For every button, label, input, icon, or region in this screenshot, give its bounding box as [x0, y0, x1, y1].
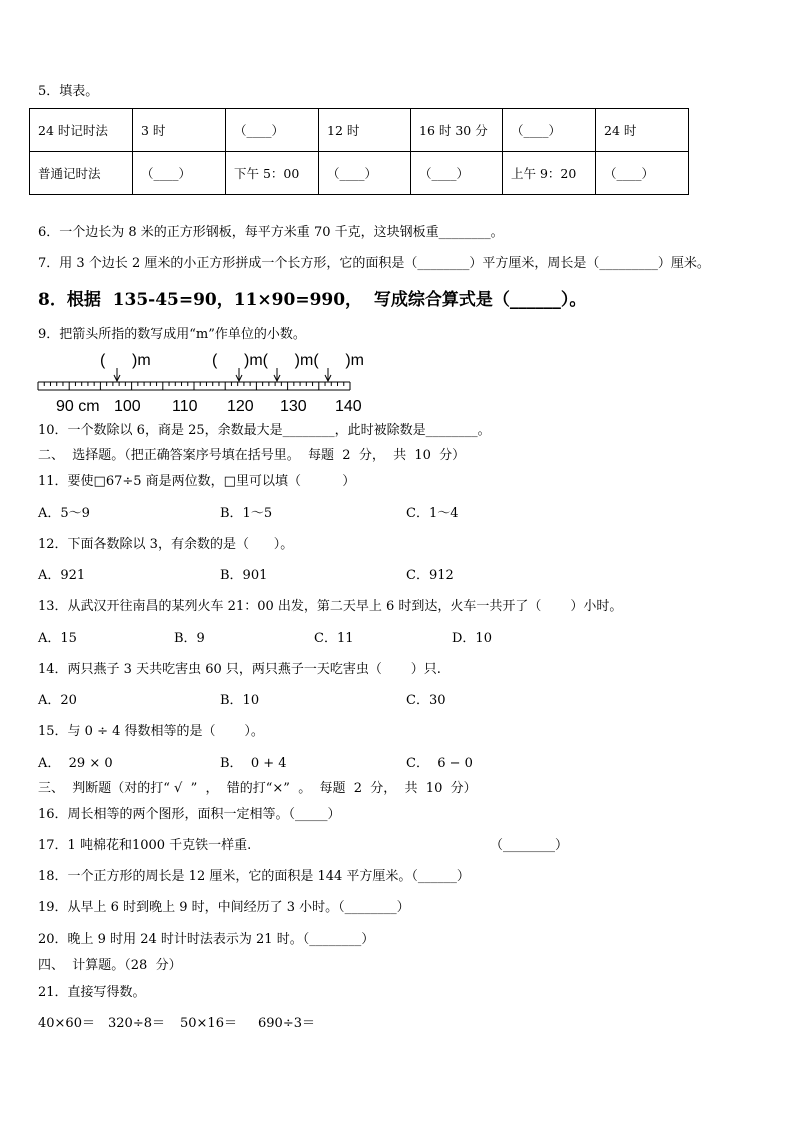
option-a[interactable]: A．5～9	[38, 506, 90, 521]
table-cell: 24 时	[596, 109, 689, 152]
option-b[interactable]: B．10	[220, 693, 260, 708]
table-cell: 上午 9：20	[503, 152, 596, 195]
ruler-label: 110	[172, 398, 198, 415]
option-a[interactable]: A．20	[38, 693, 77, 708]
section-2-heading: 二、 选择题。（把正确答案序号填在括号里。 每题 2 分， 共 10 分）	[38, 448, 466, 463]
section-3-heading: 三、 判断题（对的打“ √ ” ， 错的打“×” 。 每题 2 分， 共 10 分）	[38, 781, 477, 796]
table-cell[interactable]: （____）	[596, 152, 689, 195]
question-9: 9．把箭头所指的数写成用“m”作单位的小数。	[38, 327, 306, 342]
table-cell: 24 时记时法	[30, 109, 133, 152]
calc-item: 50×16＝	[180, 1016, 237, 1031]
table-cell: 3 时	[133, 109, 226, 152]
table-row	[30, 109, 689, 152]
calc-item: 320÷8＝	[108, 1016, 165, 1031]
question-15: 15．与 0 ÷ 4 得数相等的是（ ）。	[38, 724, 264, 739]
question-18: 18．一个正方形的周长是 12 厘米，它的面积是 144 平方厘米。（______）	[38, 869, 470, 884]
table-cell: 下午 5：00	[226, 152, 319, 195]
time-table	[29, 108, 689, 195]
ruler-label: 130	[280, 398, 307, 415]
question-17: 17．1 吨棉花和1000 千克铁一样重.	[38, 838, 252, 853]
table-cell[interactable]: （____）	[319, 152, 411, 195]
table-cell: 普通记时法	[30, 152, 133, 195]
question-12: 12．下面各数除以 3，有余数的是（ ）。	[38, 537, 294, 552]
table-cell[interactable]: （____）	[226, 109, 319, 152]
option-b[interactable]: B．9	[174, 631, 205, 646]
question-14: 14．两只燕子 3 天共吃害虫 60 只，两只燕子一天吃害虫（ ）只.	[38, 662, 441, 677]
question-16: 16．周长相等的两个图形，面积一定相等。（_____）	[38, 807, 341, 822]
option-a[interactable]: A．15	[38, 631, 77, 646]
option-c[interactable]: C．11	[314, 631, 354, 646]
question-21: 21．直接写得数。	[38, 985, 146, 1000]
question-19: 19．从早上 6 时到晚上 9 时，中间经历了 3 小时。（________）	[38, 900, 410, 915]
ruler-label: 90 cm	[56, 398, 100, 415]
section-4-heading: 四、 计算题。（28 分）	[38, 958, 182, 973]
option-b[interactable]: B．901	[220, 568, 268, 583]
option-b[interactable]: B．1～5	[220, 506, 273, 521]
option-c[interactable]: C．30	[406, 693, 446, 708]
ruler-diagram	[36, 368, 366, 398]
question-6: 6．一个边长为 8 米的正方形钢板，每平方米重 70 千克，这块钢板重________。	[38, 225, 504, 240]
option-c[interactable]: C．1～4	[406, 506, 459, 521]
option-a[interactable]: A．921	[38, 568, 86, 583]
ruler-label: 140	[335, 398, 362, 415]
option-d[interactable]: D．10	[452, 631, 492, 646]
calc-item: 690÷3＝	[258, 1016, 315, 1031]
question-20: 20．晚上 9 时用 24 时计时法表示为 21 时。（________）	[38, 932, 375, 947]
ruler-mark-2[interactable]: ( )m( )m( )m	[212, 352, 364, 369]
question-7: 7．用 3 个边长 2 厘米的小正方形拼成一个长方形，它的面积是（________）平方厘米，周长是（_________）厘米。	[38, 256, 710, 271]
option-b[interactable]: B． 0 + 4	[220, 756, 287, 771]
question-11: 11．要使□67÷5 商是两位数，□里可以填（ ）	[38, 474, 356, 489]
table-cell: 16 时 30 分	[411, 109, 503, 152]
option-c[interactable]: C．912	[406, 568, 454, 583]
ruler-label: 100	[114, 398, 141, 415]
calc-item: 40×60＝	[38, 1016, 95, 1031]
table-cell[interactable]: （____）	[411, 152, 503, 195]
answer-blank[interactable]: （________）	[490, 838, 569, 853]
question-13: 13．从武汉开往南昌的某列火车 21：00 出发，第二天早上 6 时到达，火车一共开了（ ）小时。	[38, 599, 623, 614]
table-cell[interactable]: （____）	[503, 109, 596, 152]
question-10: 10．一个数除以 6，商是 25，余数最大是________，此时被除数是________。	[38, 423, 491, 438]
table-cell: 12 时	[319, 109, 411, 152]
table-cell[interactable]: （____）	[133, 152, 226, 195]
question-8: 8．根据 135-45=90，11×90=990， 写成综合算式是（______）。	[38, 290, 587, 310]
table-row	[30, 152, 689, 195]
ruler-mark-1[interactable]: ( )m	[100, 352, 151, 369]
option-c[interactable]: C． 6 − 0	[406, 756, 473, 771]
ruler-label: 120	[227, 398, 254, 415]
option-a[interactable]: A． 29 × 0	[38, 756, 113, 771]
q5-title: 5．填表。	[38, 84, 99, 99]
